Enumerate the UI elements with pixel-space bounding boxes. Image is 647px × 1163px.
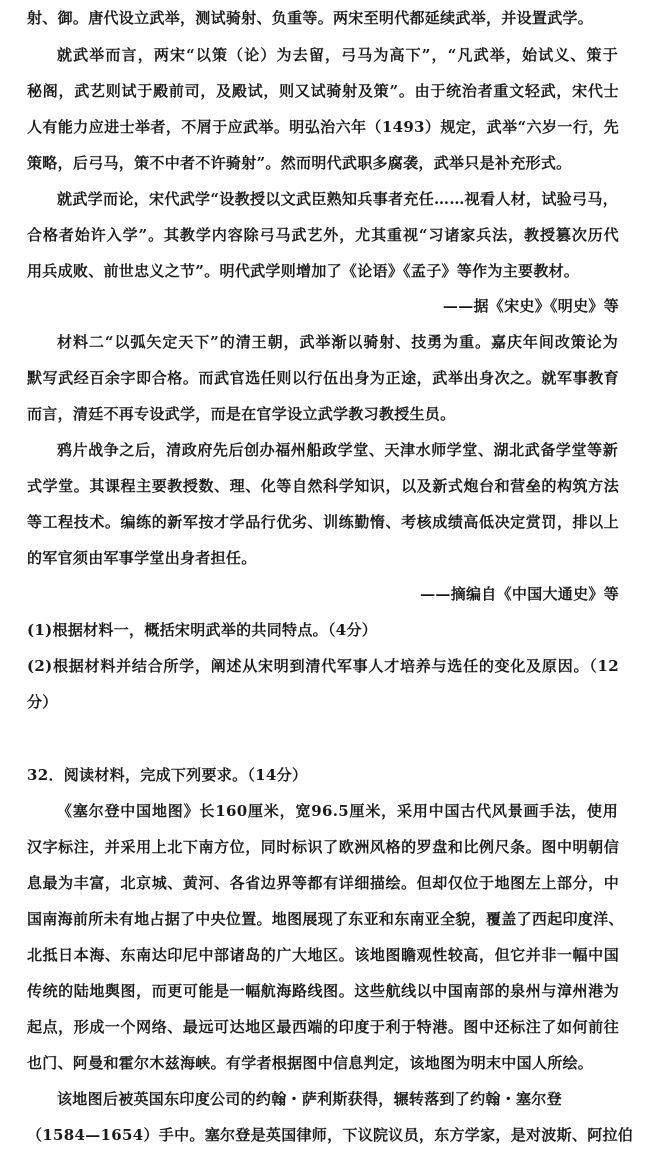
selden-map-line-5: 北抵日本海、东南达印尼中部诸岛的广大地区。该地图瞻观性较高，但它并非一幅中国: [27, 946, 619, 964]
material1-keju-line-1: 就武举而言，两宋“以策（论）为去留，弓马为高下”，“凡武举，始试义、策于: [57, 46, 618, 64]
selden-owner-line-2: （1584—1654）手中。塞尔登是英国律师，下议院议员，东方学家，是对波斯、阿拉伯: [27, 1126, 634, 1144]
selden-owner-line-1: 该地图后被英国东印度公司的约翰・萨利斯获得，辗转落到了约翰・塞尔登: [57, 1090, 562, 1108]
material2-line-1: 材料二“以弧矢定天下”的清王朝，武举渐以骑射、技勇为重。嘉庆年间改策论为: [57, 333, 618, 351]
material1-wuxue-line-2: 合格者始许入学”。其教学内容除弓马武艺外，尤其重视“习诸家兵法，教授篡次历代: [27, 226, 619, 244]
material2-source: ——摘编自《中国大通史》等: [420, 585, 619, 603]
material2-modern-line-2: 式学堂。其课程主要教授数、理、化等自然科学知识，以及新式炮台和营垒的构筑方法: [27, 477, 619, 495]
material2-line-2: 默写武经百余字即合格。而武官选任则以行伍出身为正途，武举出身次之。就军事教育: [27, 369, 619, 387]
material2-modern-line-4: 的军官须由军事学堂出身者担任。: [27, 549, 257, 567]
question-1: (1)根据材料一，概括宋明武举的共同特点。（4分）: [27, 621, 378, 639]
material2-line-3: 而言，清廷不再专设武学，而是在官学设立武学教习教授生员。: [27, 405, 456, 423]
selden-map-line-1: 《塞尔登中国地图》长160厘米，宽96.5厘米，采用中国古代风景画手法，使用: [57, 802, 618, 820]
material1-wuxue-line-1: 就武学而论，宋代武学“设教授以文武臣熟知兵事者充任……视看人材，试验弓马，: [57, 190, 618, 208]
material2-modern-line-3: 等工程技术。编练的新军按才学品行优劣、训练勤惰、考核成绩高低决定赏罚，排以上: [27, 513, 619, 531]
material1-keju-line-3: 人有能力应进士举者，不屑于应武举。明弘治六年（1493）规定，武举“六岁一行，先: [27, 118, 619, 136]
material1-intro-line: 射、御。唐代设立武举，测试骑射、负重等。两宋至明代都延续武举，并设置武学。: [27, 9, 594, 27]
selden-map-line-4: 国南海前所未有地占据了中央位置。地图展现了东亚和东南亚全貌，覆盖了西起印度洋、: [27, 910, 624, 928]
material1-source: ——据《宋史》《明史》等: [442, 297, 619, 315]
material1-keju-line-4: 策略，后弓马，策不中者不许骑射”。然而明代武职多腐袭，武举只是补充形式。: [27, 154, 572, 172]
selden-map-line-7: 起点，形成一个网络、最远可达地区最西端的印度于利于特港。图中还标注了如何前往: [27, 1018, 619, 1036]
selden-map-line-3: 息最为丰富，北京城、黄河、各省边界等都有详细描绘。但却仅位于地图左上部分，中: [27, 874, 619, 892]
selden-map-line-2: 汉字标注，并采用上北下南方位，同时标识了欧洲风格的罗盘和比例尺条。图中明朝信: [27, 838, 619, 856]
question-32-heading: 32．阅读材料，完成下列要求。（14分）: [27, 766, 308, 784]
selden-map-line-8: 也门、阿曼和霍尔木兹海峡。有学者根据图中信息判定，该地图为明末中国人所绘。: [27, 1054, 594, 1072]
material1-wuxue-line-3: 用兵成败、前世忠义之节”。明代武学则增加了《论语》《孟子》等作为主要教材。: [27, 262, 580, 280]
material2-modern-line-1: 鸦片战争之后，清政府先后创办福州船政学堂、天津水师学堂、湖北武备学堂等新: [57, 441, 618, 459]
selden-map-line-6: 传统的陆地舆图，而更可能是一幅航海路线图。这些航线以中国南部的泉州与漳州港为: [27, 982, 619, 1000]
question-2-line-2: 分）: [27, 693, 58, 711]
material1-keju-line-2: 秘阁，武艺则试于殿前司，及殿试，则又试骑射及策”。由于统治者重文轻武，宋代士: [27, 82, 619, 100]
question-2-line-1: (2)根据材料并结合所学，阐述从宋明到清代军事人才培养与选任的变化及原因。（12: [27, 657, 619, 675]
